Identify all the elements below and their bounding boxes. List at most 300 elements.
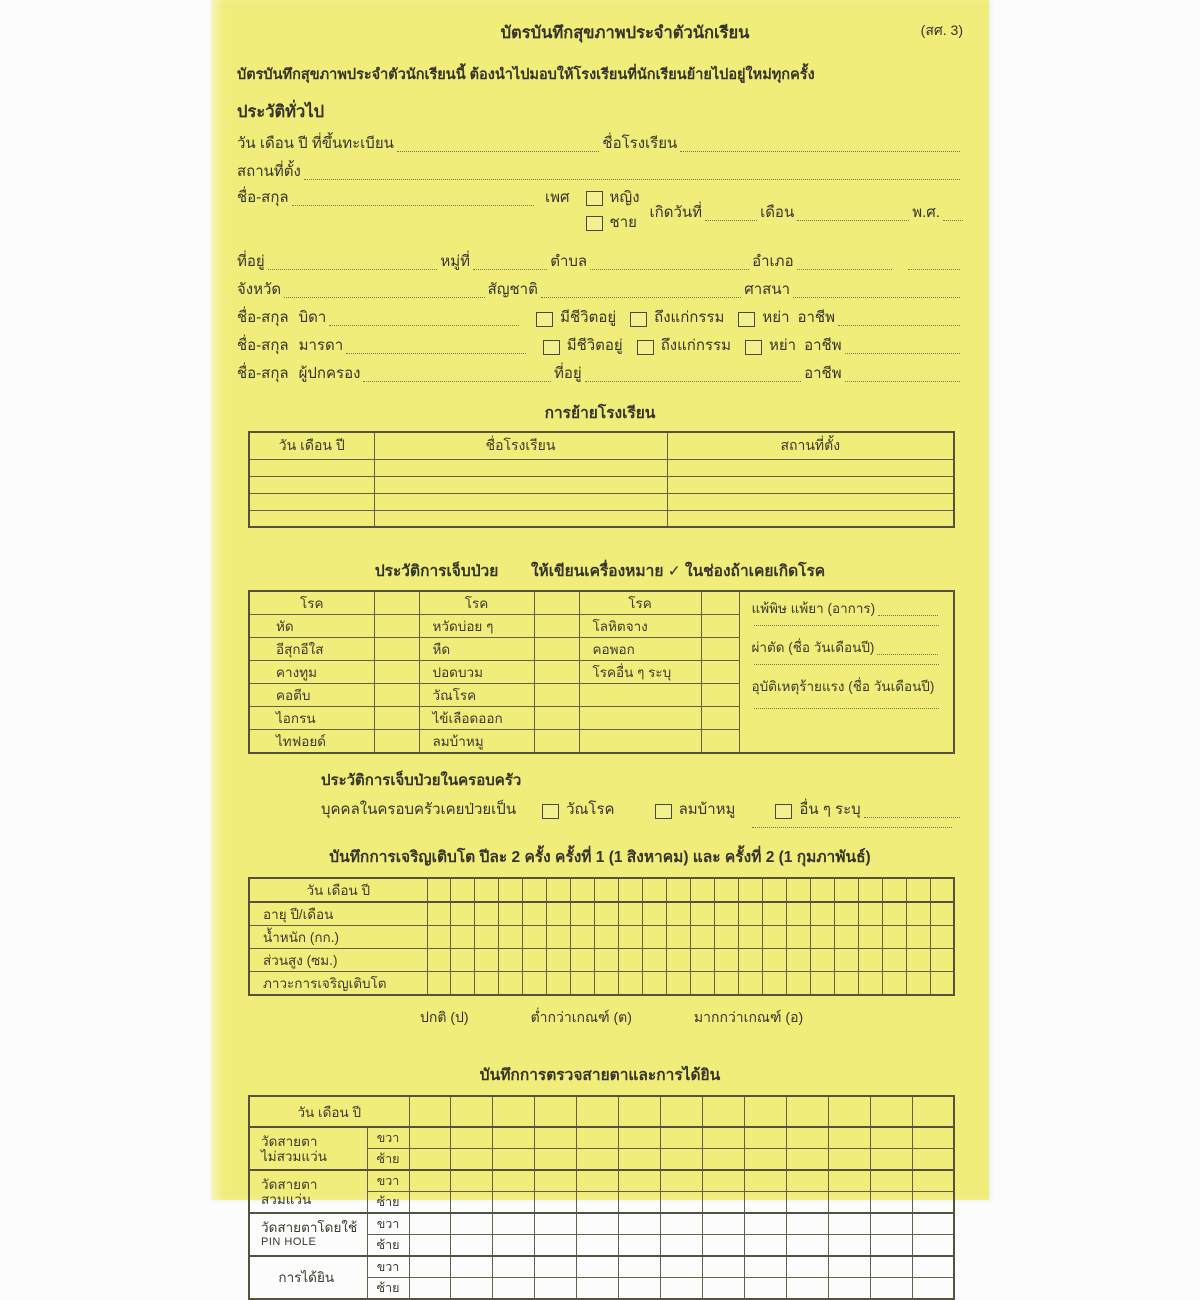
grid-cell[interactable]	[619, 972, 643, 996]
grid-cell[interactable]	[493, 1170, 535, 1192]
grid-cell[interactable]	[906, 949, 930, 972]
grid-cell[interactable]	[451, 1213, 493, 1235]
grid-cell[interactable]	[619, 1192, 661, 1214]
grid-cell[interactable]	[667, 949, 691, 972]
grid-cell[interactable]	[870, 1170, 912, 1192]
grid-cell[interactable]	[912, 1096, 954, 1127]
grid-cell[interactable]	[690, 949, 714, 972]
grid-cell[interactable]	[667, 459, 954, 476]
grid-cell[interactable]	[738, 902, 762, 926]
grid-cell[interactable]	[475, 949, 499, 972]
grid-cell[interactable]	[667, 878, 691, 902]
grid-cell[interactable]	[523, 926, 547, 949]
grid-cell[interactable]	[619, 1213, 661, 1235]
family-other-checkbox[interactable]	[775, 804, 792, 819]
grid-cell[interactable]	[702, 1278, 744, 1300]
grid-cell[interactable]	[912, 1170, 954, 1192]
grid-cell[interactable]	[828, 1170, 870, 1192]
grid-cell[interactable]	[912, 1127, 954, 1149]
grid-cell[interactable]	[619, 1235, 661, 1257]
grid-cell[interactable]	[930, 902, 954, 926]
grid-cell[interactable]	[870, 1149, 912, 1171]
grid-cell[interactable]	[762, 878, 786, 902]
grid-cell[interactable]	[870, 1235, 912, 1257]
grid-cell[interactable]	[667, 476, 954, 493]
grid-cell[interactable]	[409, 1192, 451, 1214]
grid-cell[interactable]	[451, 1149, 493, 1171]
grid-cell[interactable]	[427, 878, 451, 902]
grid-cell[interactable]	[834, 949, 858, 972]
disease-check-cell[interactable]	[534, 730, 579, 754]
grid-cell[interactable]	[451, 926, 475, 949]
grid-cell[interactable]	[702, 1170, 744, 1192]
grid-cell[interactable]	[577, 1127, 619, 1149]
grid-cell[interactable]	[571, 926, 595, 949]
grid-cell[interactable]	[595, 949, 619, 972]
grid-cell[interactable]	[661, 1278, 703, 1300]
grid-cell[interactable]	[702, 1096, 744, 1127]
grid-cell[interactable]	[702, 1192, 744, 1214]
grid-cell[interactable]	[744, 1256, 786, 1278]
grid-cell[interactable]	[744, 1170, 786, 1192]
grid-cell[interactable]	[738, 972, 762, 996]
grid-cell[interactable]	[643, 902, 667, 926]
grid-cell[interactable]	[714, 972, 738, 996]
grid-cell[interactable]	[744, 1235, 786, 1257]
grid-cell[interactable]	[577, 1235, 619, 1257]
grid-cell[interactable]	[834, 878, 858, 902]
subdistrict-fill-line[interactable]	[590, 266, 749, 270]
grid-cell[interactable]	[577, 1149, 619, 1171]
nationality-fill-line[interactable]	[541, 294, 741, 298]
grid-cell[interactable]	[786, 972, 810, 996]
grid-cell[interactable]	[714, 949, 738, 972]
grid-cell[interactable]	[547, 972, 571, 996]
disease-check-cell[interactable]	[374, 661, 419, 684]
grid-cell[interactable]	[427, 949, 451, 972]
allergy-fill-line[interactable]	[878, 612, 938, 616]
grid-cell[interactable]	[702, 1213, 744, 1235]
grid-cell[interactable]	[499, 972, 523, 996]
grid-cell[interactable]	[702, 1256, 744, 1278]
disease-check-cell[interactable]	[374, 730, 419, 754]
grid-cell[interactable]	[858, 902, 882, 926]
grid-cell[interactable]	[786, 1149, 828, 1171]
grid-cell[interactable]	[493, 1213, 535, 1235]
surgery-fill-line[interactable]	[877, 651, 938, 655]
grid-cell[interactable]	[858, 972, 882, 996]
grid-cell[interactable]	[930, 878, 954, 902]
grid-cell[interactable]	[786, 1192, 828, 1214]
name-fill-line[interactable]	[292, 202, 534, 206]
address-fill-line[interactable]	[268, 266, 438, 270]
grid-cell[interactable]	[619, 926, 643, 949]
grid-cell[interactable]	[786, 1235, 828, 1257]
grid-cell[interactable]	[912, 1192, 954, 1214]
grid-cell[interactable]	[643, 878, 667, 902]
grid-cell[interactable]	[744, 1213, 786, 1235]
grid-cell[interactable]	[547, 902, 571, 926]
guardian-name-fill-line[interactable]	[363, 378, 551, 382]
grid-cell[interactable]	[828, 1278, 870, 1300]
grid-cell[interactable]	[810, 949, 834, 972]
grid-cell[interactable]	[249, 493, 374, 510]
grid-cell[interactable]	[535, 1256, 577, 1278]
grid-cell[interactable]	[744, 1127, 786, 1149]
disease-check-cell[interactable]	[534, 684, 579, 707]
grid-cell[interactable]	[870, 1213, 912, 1235]
disease-check-cell[interactable]	[701, 707, 739, 730]
birth-day-fill-line[interactable]	[705, 217, 757, 221]
grid-cell[interactable]	[762, 949, 786, 972]
grid-cell[interactable]	[744, 1278, 786, 1300]
grid-cell[interactable]	[870, 1192, 912, 1214]
grid-cell[interactable]	[786, 878, 810, 902]
grid-cell[interactable]	[870, 1096, 912, 1127]
father-name-fill-line[interactable]	[329, 322, 519, 326]
grid-cell[interactable]	[451, 1192, 493, 1214]
grid-cell[interactable]	[249, 476, 374, 493]
grid-cell[interactable]	[667, 926, 691, 949]
grid-cell[interactable]	[493, 1149, 535, 1171]
grid-cell[interactable]	[427, 902, 451, 926]
grid-cell[interactable]	[702, 1149, 744, 1171]
district-label: อำเภอ	[752, 253, 794, 270]
grid-cell[interactable]	[374, 459, 667, 476]
male-checkbox[interactable]	[586, 216, 603, 231]
grid-cell[interactable]	[762, 902, 786, 926]
grid-cell[interactable]	[451, 1127, 493, 1149]
grid-cell[interactable]	[577, 1170, 619, 1192]
grid-cell[interactable]	[912, 1256, 954, 1278]
grid-cell[interactable]	[786, 949, 810, 972]
grid-cell[interactable]	[661, 1256, 703, 1278]
grid-cell[interactable]	[882, 949, 906, 972]
health-record-card-page	[211, 0, 989, 1295]
grid-cell[interactable]	[786, 1278, 828, 1300]
grid-cell[interactable]	[828, 1096, 870, 1127]
father-deceased-checkbox[interactable]	[630, 312, 647, 327]
grid-cell[interactable]	[451, 1096, 493, 1127]
disease-check-cell[interactable]	[534, 661, 579, 684]
grid-cell[interactable]	[547, 949, 571, 972]
grid-cell[interactable]	[475, 878, 499, 902]
grid-cell[interactable]	[906, 878, 930, 902]
district-fill-line-2[interactable]	[908, 266, 960, 270]
grid-cell[interactable]	[912, 1149, 954, 1171]
grid-cell[interactable]	[535, 1235, 577, 1257]
family-epilepsy-checkbox[interactable]	[655, 804, 672, 819]
grid-cell[interactable]	[427, 926, 451, 949]
grid-cell[interactable]	[475, 972, 499, 996]
disease-check-cell[interactable]	[701, 661, 739, 684]
grid-cell[interactable]	[810, 878, 834, 902]
grid-cell[interactable]	[828, 1213, 870, 1235]
grid-cell[interactable]	[547, 878, 571, 902]
grid-cell[interactable]	[427, 972, 451, 996]
grid-cell[interactable]	[523, 878, 547, 902]
mother-alive-checkbox[interactable]	[543, 340, 560, 355]
grid-cell[interactable]	[493, 1192, 535, 1214]
grid-cell[interactable]	[667, 510, 954, 527]
grid-cell[interactable]	[738, 949, 762, 972]
school-name-fill-line[interactable]	[680, 148, 960, 152]
grid-cell[interactable]	[571, 878, 595, 902]
family-other-fill-line[interactable]	[864, 814, 960, 818]
grid-cell[interactable]	[619, 1170, 661, 1192]
grid-cell[interactable]	[577, 1192, 619, 1214]
grid-cell[interactable]	[409, 1278, 451, 1300]
grid-cell[interactable]	[690, 972, 714, 996]
disease-check-cell[interactable]	[701, 730, 739, 754]
religion-fill-line[interactable]	[793, 294, 960, 298]
grid-cell[interactable]	[499, 926, 523, 949]
grid-cell[interactable]	[810, 902, 834, 926]
accident-fill-line[interactable]	[754, 705, 940, 709]
grid-cell[interactable]	[619, 1096, 661, 1127]
grid-cell[interactable]	[870, 1256, 912, 1278]
grid-cell[interactable]	[535, 1170, 577, 1192]
disease-check-cell[interactable]	[374, 638, 419, 661]
grid-cell[interactable]	[535, 1278, 577, 1300]
grid-cell[interactable]	[786, 1170, 828, 1192]
grid-cell[interactable]	[577, 1278, 619, 1300]
grid-cell[interactable]	[870, 1127, 912, 1149]
grid-cell[interactable]	[667, 493, 954, 510]
grid-cell[interactable]	[595, 926, 619, 949]
grid-cell[interactable]	[493, 1235, 535, 1257]
grid-cell[interactable]	[499, 902, 523, 926]
grid-cell[interactable]	[409, 1235, 451, 1257]
grid-cell[interactable]	[828, 1127, 870, 1149]
grid-cell[interactable]	[858, 926, 882, 949]
grid-cell[interactable]	[667, 902, 691, 926]
grid-cell[interactable]	[906, 902, 930, 926]
grid-cell[interactable]	[828, 1192, 870, 1214]
grid-cell[interactable]	[535, 1127, 577, 1149]
location-fill-line[interactable]	[304, 176, 960, 180]
grid-cell[interactable]	[930, 949, 954, 972]
grid-cell[interactable]	[451, 1235, 493, 1257]
grid-cell[interactable]	[409, 1096, 451, 1127]
grid-cell[interactable]	[762, 972, 786, 996]
grid-cell[interactable]	[786, 926, 810, 949]
grid-cell[interactable]	[547, 926, 571, 949]
grid-cell[interactable]	[535, 1213, 577, 1235]
grid-cell[interactable]	[619, 1278, 661, 1300]
grid-cell[interactable]	[619, 1149, 661, 1171]
guardian-occupation-fill-line[interactable]	[845, 378, 960, 382]
disease-check-cell[interactable]	[701, 638, 739, 661]
grid-cell[interactable]	[374, 493, 667, 510]
grid-cell[interactable]	[409, 1256, 451, 1278]
grid-cell[interactable]	[744, 1096, 786, 1127]
grid-cell[interactable]	[882, 878, 906, 902]
grid-cell[interactable]	[786, 1256, 828, 1278]
grid-cell[interactable]	[643, 949, 667, 972]
grid-cell[interactable]	[690, 926, 714, 949]
accident-label: อุบัติเหตุร้ายแรง (ชื่อ วันเดือนปี)	[751, 679, 935, 694]
grid-cell[interactable]	[762, 926, 786, 949]
grid-cell[interactable]	[475, 926, 499, 949]
grid-cell[interactable]	[493, 1096, 535, 1127]
grid-cell[interactable]	[714, 902, 738, 926]
grid-cell[interactable]	[828, 1256, 870, 1278]
grid-cell[interactable]	[661, 1170, 703, 1192]
grid-cell[interactable]	[595, 878, 619, 902]
disease-check-cell[interactable]	[534, 638, 579, 661]
grid-cell[interactable]	[828, 1235, 870, 1257]
grid-cell[interactable]	[690, 902, 714, 926]
grid-cell[interactable]	[912, 1235, 954, 1257]
grid-cell[interactable]	[409, 1127, 451, 1149]
grid-cell[interactable]	[834, 926, 858, 949]
grid-cell[interactable]	[882, 926, 906, 949]
grid-cell[interactable]	[930, 972, 954, 996]
grid-cell[interactable]	[249, 510, 374, 527]
grid-cell[interactable]	[475, 902, 499, 926]
mother-divorced-checkbox[interactable]	[745, 340, 762, 355]
grid-cell[interactable]	[858, 949, 882, 972]
mother-occupation-fill-line[interactable]	[845, 350, 960, 354]
grid-cell[interactable]	[451, 1256, 493, 1278]
grid-cell[interactable]	[409, 1213, 451, 1235]
grid-cell[interactable]	[577, 1256, 619, 1278]
grid-cell[interactable]	[744, 1192, 786, 1214]
grid-cell[interactable]	[451, 902, 475, 926]
grid-cell[interactable]	[493, 1278, 535, 1300]
grid-cell[interactable]	[702, 1127, 744, 1149]
grid-cell[interactable]	[409, 1170, 451, 1192]
grid-cell[interactable]	[906, 926, 930, 949]
disease-check-cell[interactable]	[374, 684, 419, 707]
disease-check-cell[interactable]	[374, 707, 419, 730]
grid-cell[interactable]	[577, 1096, 619, 1127]
father-divorced-checkbox[interactable]	[738, 312, 755, 327]
mother-name-fill-line[interactable]	[346, 350, 526, 354]
moo-fill-line[interactable]	[473, 266, 547, 270]
disease-check-cell[interactable]	[701, 615, 739, 638]
grid-cell[interactable]	[571, 949, 595, 972]
grid-cell[interactable]	[451, 878, 475, 902]
grid-cell[interactable]	[374, 510, 667, 527]
grid-cell[interactable]	[912, 1213, 954, 1235]
grid-cell[interactable]	[667, 972, 691, 996]
grid-cell[interactable]	[535, 1192, 577, 1214]
grid-cell[interactable]	[595, 902, 619, 926]
grid-cell[interactable]	[451, 1278, 493, 1300]
grid-cell[interactable]	[577, 1213, 619, 1235]
grid-cell[interactable]	[374, 476, 667, 493]
grid-cell[interactable]	[249, 459, 374, 476]
grid-cell[interactable]	[882, 972, 906, 996]
grid-cell[interactable]	[661, 1127, 703, 1149]
disease-check-cell[interactable]	[534, 615, 579, 638]
grid-cell[interactable]	[523, 972, 547, 996]
father-occupation-fill-line[interactable]	[838, 322, 960, 326]
grid-cell[interactable]	[595, 972, 619, 996]
grid-cell[interactable]	[738, 926, 762, 949]
surgery-fill-line-2[interactable]	[754, 661, 940, 665]
grid-cell[interactable]	[744, 1149, 786, 1171]
grid-cell[interactable]	[571, 972, 595, 996]
grid-cell[interactable]	[661, 1213, 703, 1235]
grid-cell[interactable]	[661, 1149, 703, 1171]
grid-cell[interactable]	[619, 1127, 661, 1149]
grid-cell[interactable]	[451, 949, 475, 972]
grid-cell[interactable]	[571, 902, 595, 926]
guardian-address-fill-line[interactable]	[585, 378, 801, 382]
district-fill-line[interactable]	[797, 266, 892, 270]
reg-date-fill-line[interactable]	[397, 148, 600, 152]
allergy-fill-line-2[interactable]	[754, 622, 940, 626]
grid-cell[interactable]	[493, 1127, 535, 1149]
grid-cell[interactable]	[451, 1170, 493, 1192]
grid-cell[interactable]	[523, 902, 547, 926]
grid-cell[interactable]	[906, 972, 930, 996]
grid-cell[interactable]	[882, 902, 906, 926]
grid-cell[interactable]	[714, 926, 738, 949]
grid-cell[interactable]	[619, 902, 643, 926]
family-tb-checkbox[interactable]	[542, 804, 559, 819]
grid-cell[interactable]	[643, 926, 667, 949]
grid-cell[interactable]	[661, 1235, 703, 1257]
grid-cell[interactable]	[535, 1096, 577, 1127]
grid-cell[interactable]	[535, 1149, 577, 1171]
grid-cell[interactable]	[499, 949, 523, 972]
disease-check-cell[interactable]	[534, 707, 579, 730]
grid-cell[interactable]	[661, 1096, 703, 1127]
female-checkbox[interactable]	[586, 191, 603, 206]
grid-cell[interactable]	[786, 1213, 828, 1235]
grid-cell[interactable]	[858, 878, 882, 902]
grid-cell[interactable]	[714, 878, 738, 902]
grid-cell[interactable]	[451, 972, 475, 996]
grid-cell[interactable]	[523, 949, 547, 972]
grid-cell[interactable]	[619, 1256, 661, 1278]
grid-cell[interactable]	[643, 972, 667, 996]
grid-cell[interactable]	[619, 878, 643, 902]
grid-cell[interactable]	[661, 1192, 703, 1214]
grid-cell[interactable]	[828, 1149, 870, 1171]
grid-cell[interactable]	[786, 902, 810, 926]
grid-cell[interactable]	[738, 878, 762, 902]
birth-year-fill-line[interactable]	[943, 217, 963, 221]
father-alive-checkbox[interactable]	[536, 312, 553, 327]
disease-check-cell[interactable]	[374, 615, 419, 638]
mother-deceased-checkbox[interactable]	[637, 340, 654, 355]
family-other-fill-line-2[interactable]	[752, 826, 952, 828]
grid-cell[interactable]	[690, 878, 714, 902]
province-fill-line[interactable]	[284, 294, 484, 298]
grid-cell[interactable]	[409, 1149, 451, 1171]
grid-cell[interactable]	[702, 1235, 744, 1257]
grid-cell[interactable]	[870, 1278, 912, 1300]
grid-cell[interactable]	[619, 949, 643, 972]
grid-cell[interactable]	[786, 1096, 828, 1127]
grid-cell[interactable]	[810, 926, 834, 949]
grid-cell[interactable]	[834, 902, 858, 926]
grid-cell[interactable]	[834, 972, 858, 996]
grid-cell[interactable]	[499, 878, 523, 902]
grid-cell[interactable]	[912, 1278, 954, 1300]
grid-cell[interactable]	[786, 1127, 828, 1149]
grid-cell[interactable]	[930, 926, 954, 949]
grid-cell[interactable]	[810, 972, 834, 996]
disease-check-cell[interactable]	[701, 684, 739, 707]
grid-cell[interactable]	[493, 1256, 535, 1278]
birth-month-fill-line[interactable]	[797, 217, 909, 221]
